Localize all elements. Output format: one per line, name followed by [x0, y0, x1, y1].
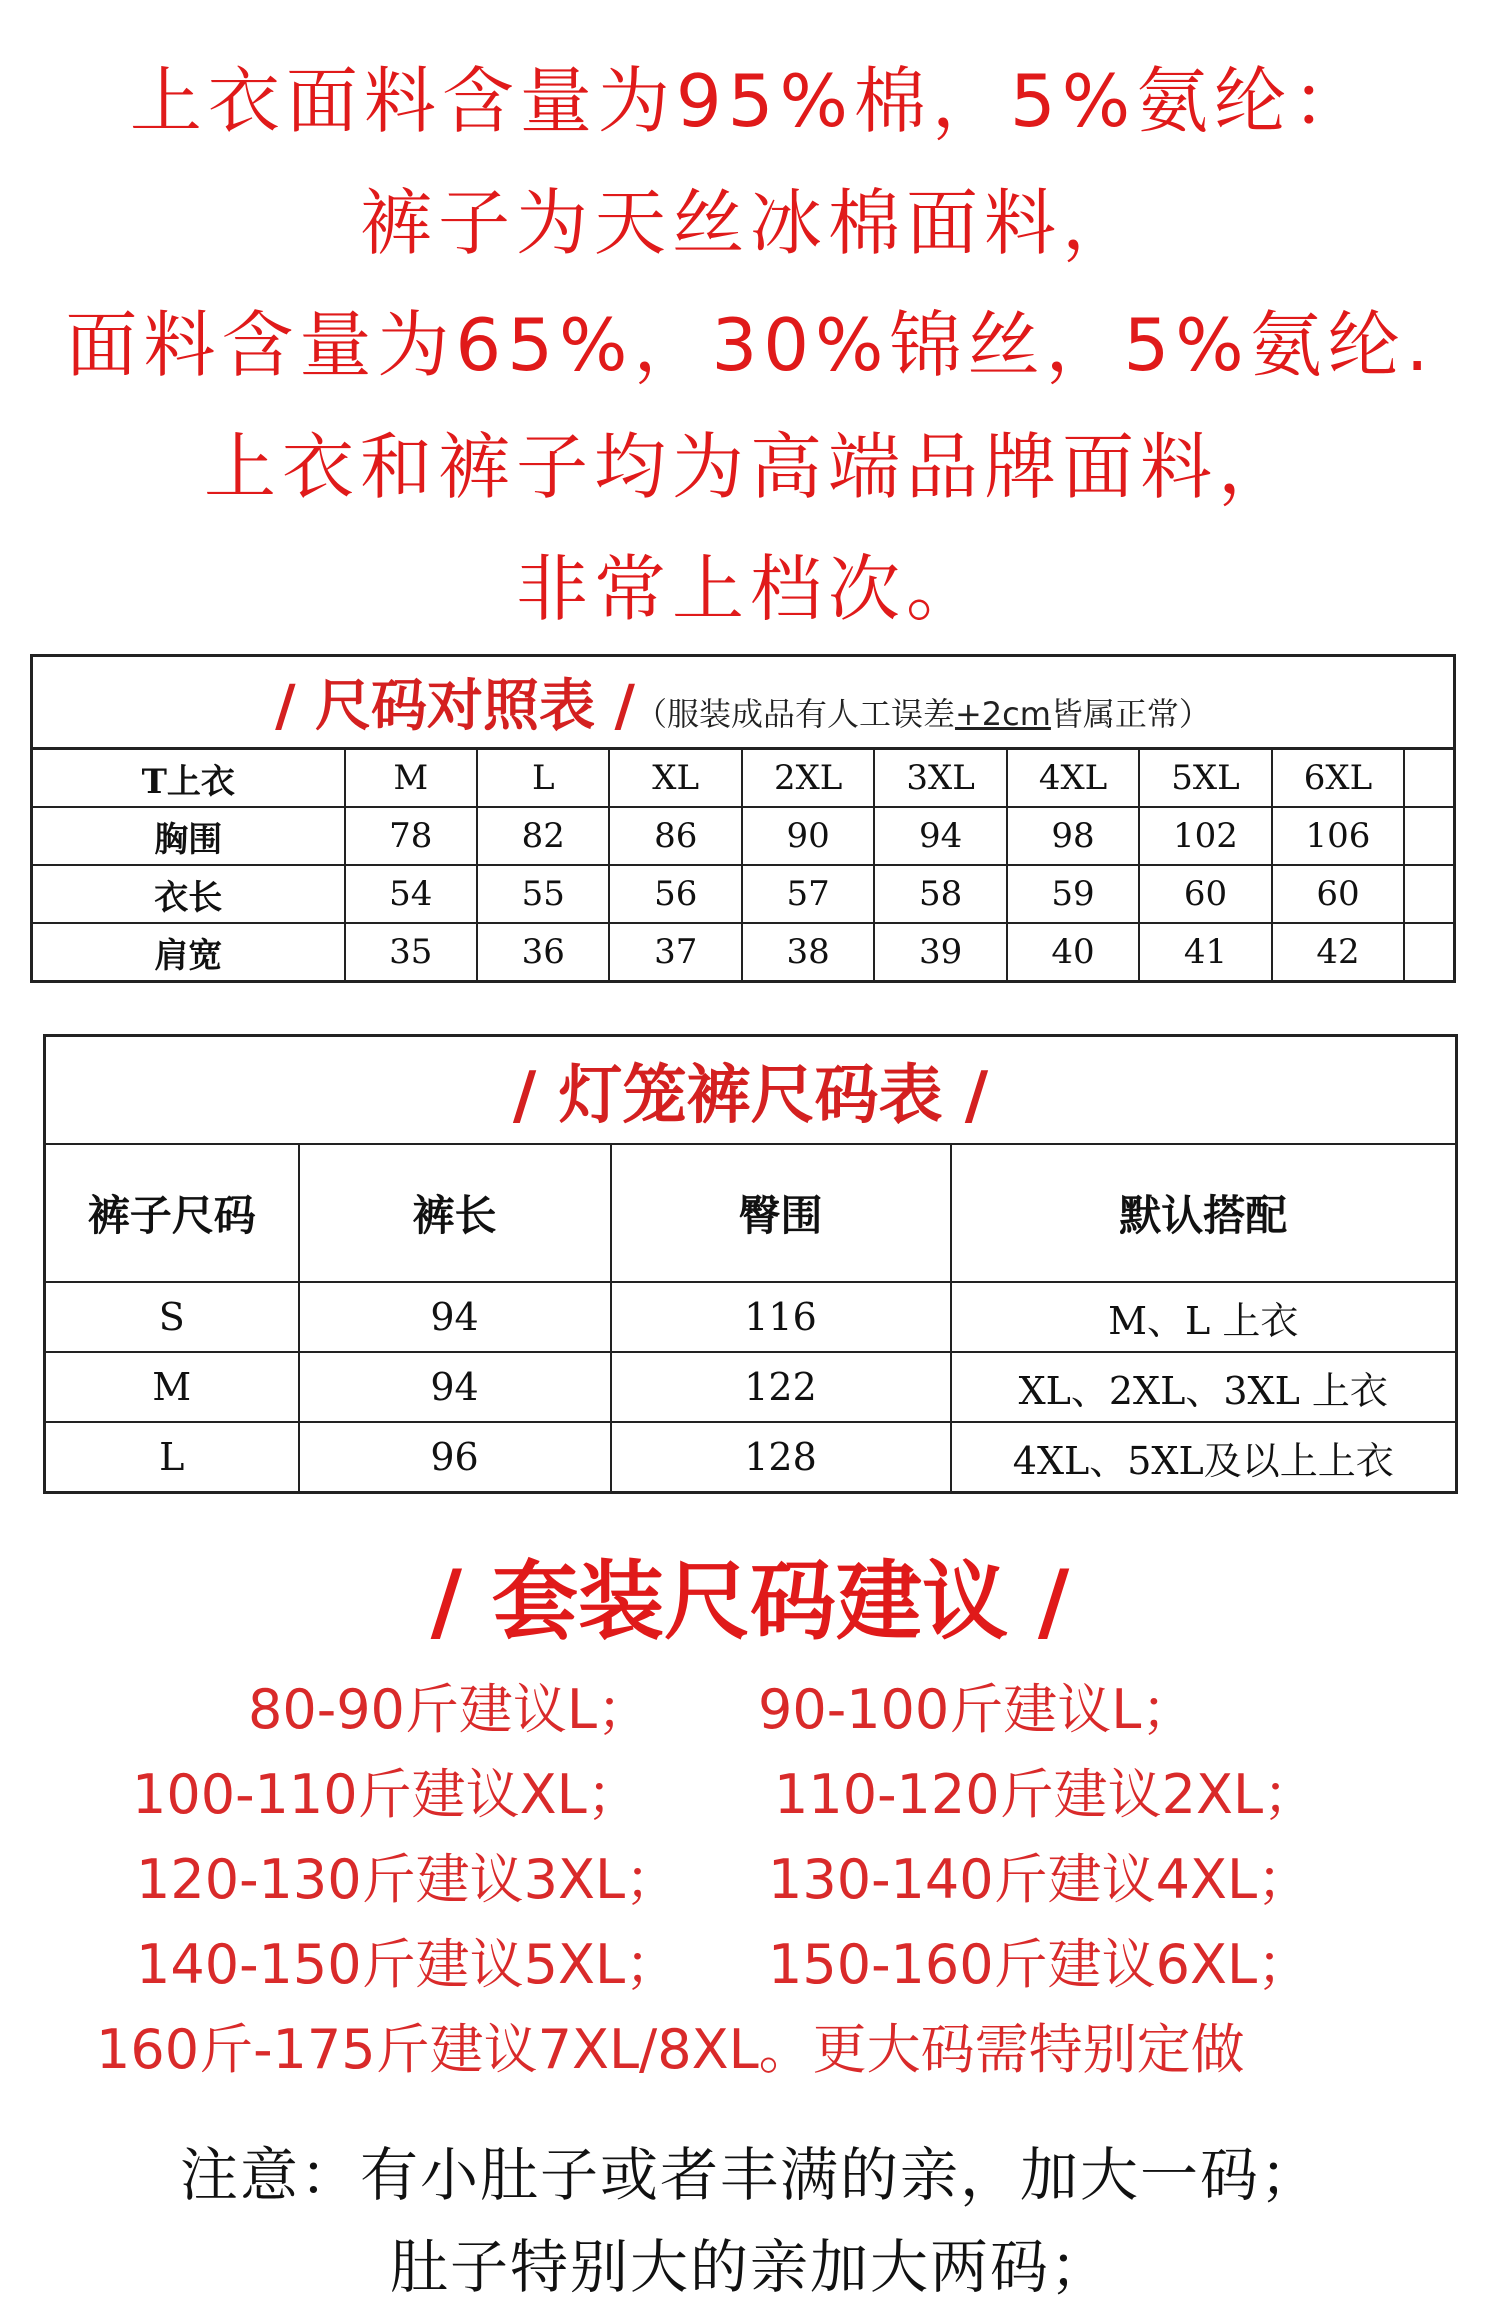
table-cell: M: [45, 1352, 299, 1422]
table-cell: 59: [1007, 865, 1139, 923]
table-cell: 102: [1139, 807, 1271, 865]
table-cell: 106: [1272, 807, 1404, 865]
tolerance-value: +2cm: [954, 695, 1051, 733]
size-header: 4XL: [1007, 749, 1139, 808]
pants-chart-header-row: [45, 1144, 1457, 1282]
size-header: 3XL: [874, 749, 1006, 808]
table-cell: 90: [742, 807, 874, 865]
size-header: XL: [609, 749, 741, 808]
top-chart-title-row: [32, 656, 1455, 749]
fabric-intro: [0, 40, 1500, 650]
intro-line: 裤子为天丝冰棉面料，: [359, 181, 1140, 265]
column-header: 裤子尺码: [45, 1144, 299, 1282]
table-cell: 56: [609, 865, 741, 923]
table-cell: 42: [1272, 923, 1404, 982]
intro-line: 上衣面料含量为95%棉，5%氨纶：: [129, 59, 1371, 143]
tolerance-note-prefix: （服装成品有人工误差: [634, 695, 955, 733]
intro-line: 非常上档次。: [515, 547, 984, 631]
intro-line: 上衣和裤子均为高端品牌面料，: [203, 425, 1296, 509]
size-recommendation: 160斤-175斤建议7XL/8XL。更大码需特别定做: [96, 2018, 1245, 2081]
table-row: [45, 1282, 1457, 1352]
table-cell: 55: [477, 865, 609, 923]
size-recommendation: 150-160斤建议6XL；: [768, 1933, 1312, 1996]
size-header: M: [345, 749, 477, 808]
size-header: 6XL: [1272, 749, 1404, 808]
empty-cell: [1404, 749, 1454, 808]
empty-cell: [1404, 923, 1454, 982]
table-cell: 57: [742, 865, 874, 923]
column-header: 默认搭配: [951, 1144, 1457, 1282]
size-recommendation: 130-140斤建议4XL；: [768, 1848, 1312, 1911]
tolerance-note-suffix: 皆属正常）: [1050, 695, 1211, 733]
pants-chart-title: / 灯笼裤尺码表 /: [512, 1059, 989, 1133]
table-cell: 60: [1139, 865, 1271, 923]
table-cell: 41: [1139, 923, 1271, 982]
size-recommendation: 140-150斤建议5XL；: [136, 1933, 680, 1996]
row-label: 肩宽: [32, 923, 345, 982]
table-row: [32, 807, 1455, 865]
table-cell: 128: [611, 1422, 951, 1493]
table-cell: 94: [874, 807, 1006, 865]
row-label: 胸围: [32, 807, 345, 865]
empty-cell: [1404, 807, 1454, 865]
top-chart-header-row: [32, 749, 1455, 808]
table-cell: 58: [874, 865, 1006, 923]
size-header: L: [477, 749, 609, 808]
size-header: 5XL: [1139, 749, 1271, 808]
empty-cell: [1404, 865, 1454, 923]
table-cell: 54: [345, 865, 477, 923]
top-chart-title-cell: [32, 656, 1455, 749]
table-cell: 35: [345, 923, 477, 982]
table-cell: 96: [299, 1422, 611, 1493]
fit-note: 肚子特别大的亲加大两码；: [389, 2233, 1110, 2301]
suit-size-title: / 套装尺码建议 /: [430, 1552, 1070, 1652]
pants-size-chart: [43, 1034, 1458, 1494]
top-size-chart: [30, 654, 1456, 983]
table-cell: 78: [345, 807, 477, 865]
size-recommendation: 110-120斤建议2XL；: [774, 1763, 1318, 1826]
table-cell: 116: [611, 1282, 951, 1352]
table-cell: 94: [299, 1352, 611, 1422]
table-cell: 122: [611, 1352, 951, 1422]
table-cell: 98: [1007, 807, 1139, 865]
table-cell: S: [45, 1282, 299, 1352]
size-recommendation: 90-100斤建议L；: [758, 1678, 1196, 1741]
table-row: [45, 1352, 1457, 1422]
table-cell: 39: [874, 923, 1006, 982]
size-recommendation: 80-90斤建议L；: [248, 1678, 651, 1741]
table-cell: 36: [477, 923, 609, 982]
size-recommendation: 120-130斤建议3XL；: [136, 1848, 680, 1911]
header-label: T上衣: [32, 749, 345, 808]
pants-chart-title-row: [45, 1036, 1457, 1145]
table-cell: 37: [609, 923, 741, 982]
table-row: [32, 865, 1455, 923]
column-header: 臀围: [611, 1144, 951, 1282]
table-row: [45, 1422, 1457, 1493]
table-cell: 40: [1007, 923, 1139, 982]
table-cell: M、L 上衣: [951, 1282, 1457, 1352]
table-cell: 94: [299, 1282, 611, 1352]
fit-note: 注意：有小肚子或者丰满的亲，加大一码；: [179, 2141, 1320, 2209]
column-header: 裤长: [299, 1144, 611, 1282]
table-cell: 86: [609, 807, 741, 865]
top-chart-title: / 尺码对照表 /: [275, 674, 635, 739]
tolerance-note: [635, 695, 1211, 733]
table-cell: 4XL、5XL及以上上衣: [951, 1422, 1457, 1493]
row-label: 衣长: [32, 865, 345, 923]
size-header: 2XL: [742, 749, 874, 808]
table-cell: 60: [1272, 865, 1404, 923]
pants-chart-title-cell: [45, 1036, 1457, 1145]
table-cell: 38: [742, 923, 874, 982]
size-recommendation: 100-110斤建议XL；: [132, 1763, 641, 1826]
table-cell: 82: [477, 807, 609, 865]
intro-line: 面料含量为65%，30%锦丝，5%氨纶.: [65, 303, 1435, 387]
table-row: [32, 923, 1455, 982]
table-cell: XL、2XL、3XL 上衣: [951, 1352, 1457, 1422]
table-cell: L: [45, 1422, 299, 1493]
